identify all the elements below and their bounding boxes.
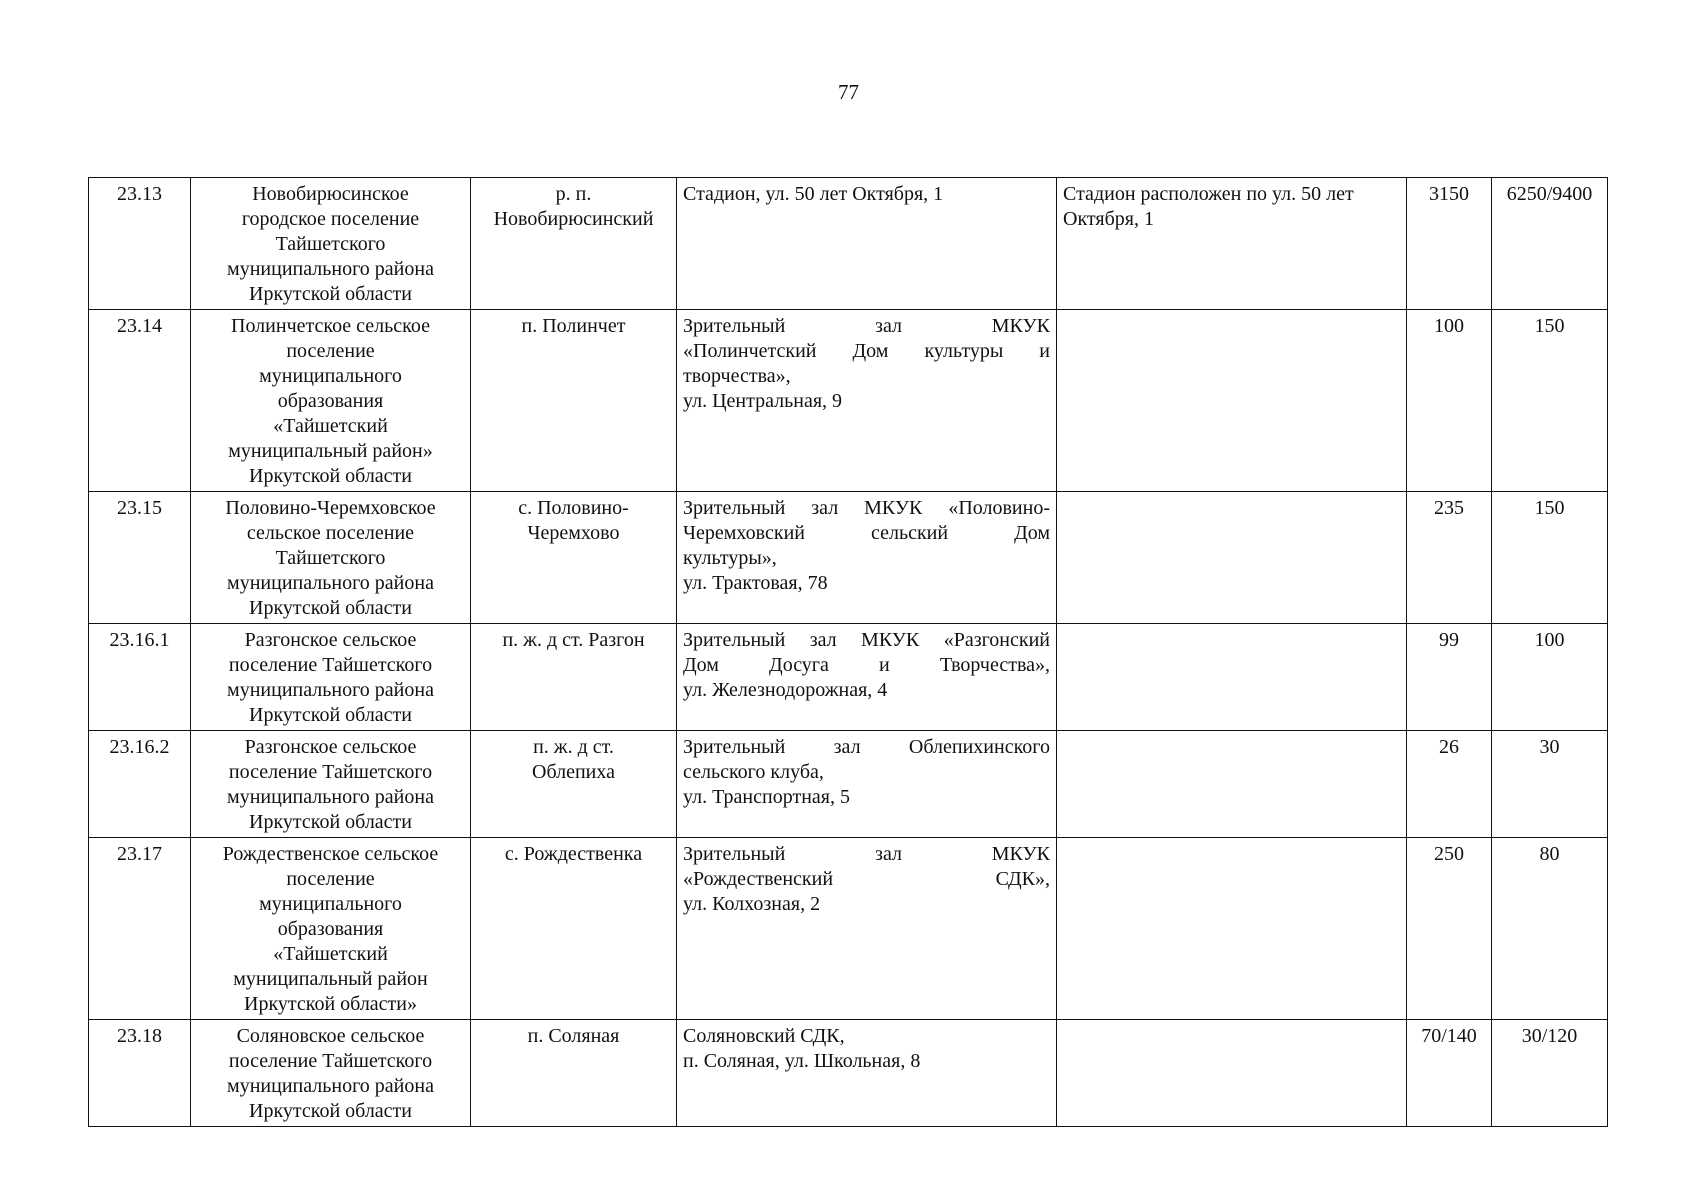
settlement-name-line: Разгонское сельское	[244, 629, 417, 651]
page-number-text: 77	[838, 80, 859, 104]
locality-line: с. Половино-	[518, 497, 629, 519]
table-row	[89, 1020, 1608, 1127]
venue-cell	[677, 310, 1057, 492]
venue-line: ул. Трактовая, 78	[683, 572, 828, 594]
locality-line: п. Полинчет	[521, 315, 626, 337]
locality-line: п. ж. д ст. Разгон	[502, 629, 645, 651]
settlement-cell	[191, 624, 471, 731]
locality-line: р. п.	[555, 183, 592, 205]
table-body	[89, 178, 1608, 1127]
locality-cell	[471, 838, 677, 1020]
settlement-name-line: Разгонское сельское	[244, 736, 417, 758]
row-number-cell	[89, 624, 191, 731]
table-row	[89, 178, 1608, 310]
venue-line: Зрительный зал МКУК «Половино-	[683, 497, 1050, 519]
settlement-name-line: поселение Тайшетского	[228, 1050, 433, 1072]
capacity-cell	[1407, 1020, 1492, 1127]
participants-cell	[1492, 624, 1608, 731]
venue-cell	[677, 731, 1057, 838]
capacity-cell	[1407, 492, 1492, 624]
capacity-value: 99	[1439, 629, 1459, 651]
settlement-name-line: Новобирюсинское	[252, 183, 409, 205]
settlement-cell	[191, 1020, 471, 1127]
capacity-cell	[1407, 178, 1492, 310]
participants-value: 100	[1534, 629, 1565, 651]
participants-value: 150	[1534, 497, 1565, 519]
settlement-name-line: Соляновское сельское	[236, 1025, 425, 1047]
settlement-name-line: городское поселение	[241, 208, 420, 230]
row-number: 23.16.1	[109, 629, 170, 651]
row-number: 23.18	[117, 1025, 162, 1047]
locality-line: Облепиха	[532, 761, 615, 783]
venue-line: Зрительный зал МКУК	[683, 315, 1050, 337]
settlement-name-line: муниципальный район»	[228, 440, 433, 462]
note-cell	[1057, 731, 1407, 838]
settlement-name-line: образования	[277, 390, 384, 412]
participants-value: 80	[1539, 843, 1560, 865]
settlement-name-line: Тайшетского	[275, 547, 386, 569]
note-cell	[1057, 624, 1407, 731]
venue-line: творчества»,	[683, 365, 791, 387]
venue-line: «Рождественский СДК»,	[683, 868, 1050, 890]
settlement-name-line: Рождественское сельское	[222, 843, 439, 865]
settlement-name-line: Иркутской области	[249, 597, 412, 619]
capacity-value: 3150	[1429, 183, 1469, 205]
settlement-cell	[191, 310, 471, 492]
note-cell	[1057, 178, 1407, 310]
capacity-cell	[1407, 838, 1492, 1020]
settlement-name-line: муниципального	[259, 893, 402, 915]
settlement-name-line: Иркутской области	[249, 811, 412, 833]
locality-line: Новобирюсинский	[493, 208, 654, 230]
venue-cell	[677, 178, 1057, 310]
settlement-name-line: образования	[277, 918, 384, 940]
row-number: 23.13	[117, 183, 162, 205]
settlement-name-line: «Тайшетский	[273, 943, 388, 965]
settlement-name-line: муниципального района	[227, 786, 434, 808]
row-number: 23.17	[117, 843, 162, 865]
locality-cell	[471, 731, 677, 838]
participants-cell	[1492, 492, 1608, 624]
table-row	[89, 838, 1608, 1020]
note-cell	[1057, 1020, 1407, 1127]
row-number-cell	[89, 492, 191, 624]
note-cell	[1057, 492, 1407, 624]
row-number-cell	[89, 1020, 191, 1127]
venue-line: ул. Транспортная, 5	[683, 786, 850, 808]
capacity-value: 235	[1434, 497, 1464, 519]
participants-cell	[1492, 310, 1608, 492]
row-number-cell	[89, 731, 191, 838]
settlement-name-line: муниципального района	[227, 1075, 434, 1097]
settlement-name-line: поселение	[286, 868, 375, 890]
settlement-name-line: муниципального района	[227, 572, 434, 594]
venue-line: «Полинчетский Дом культуры и	[683, 340, 1050, 362]
participants-cell	[1492, 838, 1608, 1020]
capacity-value: 250	[1434, 843, 1464, 865]
participants-cell	[1492, 1020, 1608, 1127]
settlement-cell	[191, 731, 471, 838]
capacity-value: 100	[1434, 315, 1464, 337]
venue-line: Зрительный зал Облепихинского	[683, 736, 1050, 758]
table-row	[89, 492, 1608, 624]
locality-line: с. Рождественка	[504, 843, 643, 865]
venue-line: Стадион, ул. 50 лет Октября, 1	[683, 183, 944, 205]
settlement-name-line: поселение	[286, 340, 375, 362]
settlement-name-line: сельское поселение	[246, 522, 415, 544]
venue-line: ул. Центральная, 9	[683, 390, 843, 412]
settlement-name-line: муниципального района	[227, 258, 434, 280]
participants-value: 6250/9400	[1506, 183, 1593, 205]
venue-line: Соляновский СДК,	[683, 1025, 845, 1047]
capacity-cell	[1407, 310, 1492, 492]
locality-cell	[471, 624, 677, 731]
venue-cell	[677, 838, 1057, 1020]
locality-cell	[471, 1020, 677, 1127]
venues-table	[88, 177, 1608, 1127]
page-number	[0, 80, 1697, 105]
capacity-cell	[1407, 624, 1492, 731]
capacity-cell	[1407, 731, 1492, 838]
settlement-name-line: муниципального района	[227, 679, 434, 701]
settlement-name-line: Иркутской области	[249, 704, 412, 726]
venue-line: Зрительный зал МКУК «Разгонский	[683, 629, 1050, 651]
venue-line: культуры»,	[683, 547, 777, 569]
settlement-cell	[191, 178, 471, 310]
participants-cell	[1492, 731, 1608, 838]
locality-line: Черемхово	[527, 522, 620, 544]
table-row	[89, 731, 1608, 838]
locality-cell	[471, 310, 677, 492]
row-number-cell	[89, 310, 191, 492]
settlement-name-line: Тайшетского	[275, 233, 386, 255]
row-number: 23.16.2	[109, 736, 170, 758]
participants-value: 30	[1539, 736, 1560, 758]
note-text: Стадион расположен по ул. 50 лет Октября, 1	[1063, 183, 1354, 230]
participants-cell	[1492, 178, 1608, 310]
locality-cell	[471, 178, 677, 310]
settlement-cell	[191, 838, 471, 1020]
settlement-name-line: Иркутской области	[249, 1100, 412, 1122]
venue-line: п. Соляная, ул. Школьная, 8	[683, 1050, 921, 1072]
settlement-name-line: Иркутской области	[249, 465, 412, 487]
row-number-cell	[89, 178, 191, 310]
settlement-name-line: Иркутской области»	[244, 993, 417, 1015]
venue-line: Дом Досуга и Творчества»,	[683, 654, 1050, 676]
capacity-value: 70/140	[1421, 1025, 1477, 1047]
venue-line: сельского клуба,	[683, 761, 824, 783]
participants-value: 150	[1534, 315, 1565, 337]
table-row	[89, 624, 1608, 731]
participants-value: 30/120	[1521, 1025, 1578, 1047]
settlement-name-line: Половино-Черемховское	[225, 497, 436, 519]
settlement-name-line: поселение Тайшетского	[228, 761, 433, 783]
row-number-cell	[89, 838, 191, 1020]
settlement-name-line: поселение Тайшетского	[228, 654, 433, 676]
venue-line: Черемховский сельский Дом	[683, 522, 1050, 544]
settlement-name-line: Полинчетское сельское	[231, 315, 430, 337]
settlement-name-line: муниципального	[259, 365, 402, 387]
settlement-name-line: Иркутской области	[249, 283, 412, 305]
settlement-name-line: «Тайшетский	[273, 415, 388, 437]
venue-line: ул. Железнодорожная, 4	[683, 679, 888, 701]
table-row	[89, 310, 1608, 492]
locality-cell	[471, 492, 677, 624]
row-number: 23.14	[117, 315, 162, 337]
settlement-name-line: муниципальный район	[233, 968, 428, 990]
venue-cell	[677, 624, 1057, 731]
note-cell	[1057, 310, 1407, 492]
capacity-value: 26	[1439, 736, 1459, 758]
row-number: 23.15	[117, 497, 162, 519]
settlement-cell	[191, 492, 471, 624]
locality-line: п. Соляная	[527, 1025, 620, 1047]
venue-line: Зрительный зал МКУК	[683, 843, 1050, 865]
venue-line: ул. Колхозная, 2	[683, 893, 821, 915]
venue-cell	[677, 492, 1057, 624]
venue-cell	[677, 1020, 1057, 1127]
locality-line: п. ж. д ст.	[533, 736, 614, 758]
note-cell	[1057, 838, 1407, 1020]
